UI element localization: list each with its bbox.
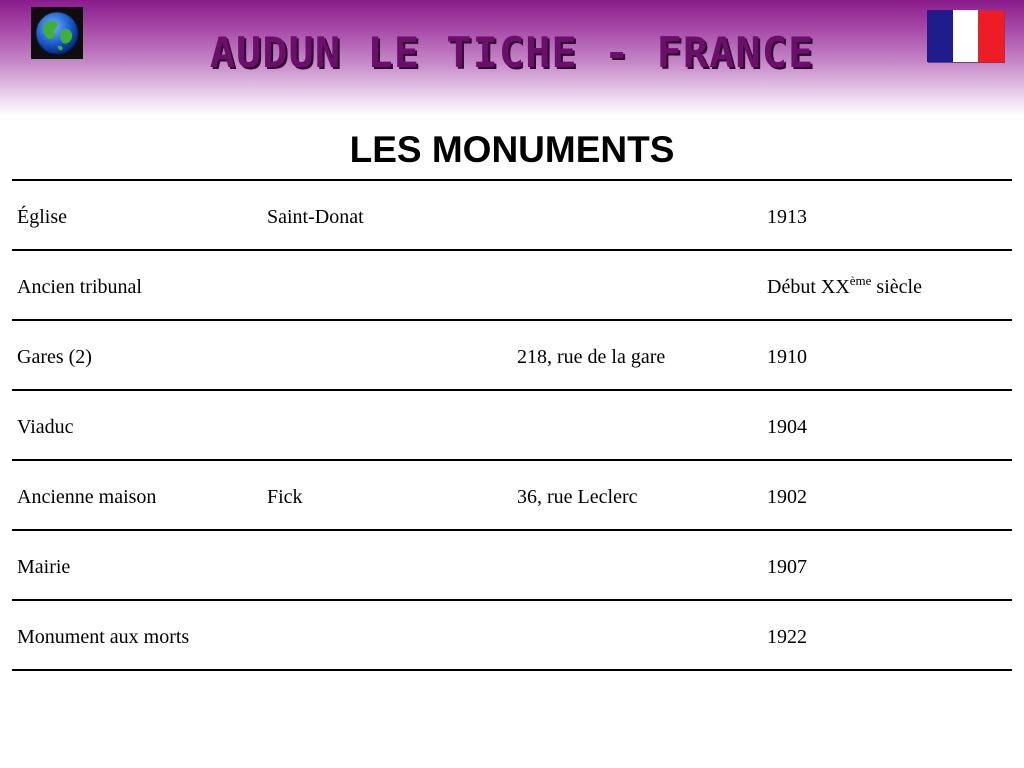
monument-name: Église (17, 206, 67, 228)
monument-name: Gares (2) (17, 346, 92, 368)
date-suffix: siècle (871, 276, 922, 298)
monument-date: 1902 (767, 486, 807, 508)
table-row (12, 601, 1012, 671)
monument-detail: Saint-Donat (267, 206, 364, 228)
french-flag-icon (927, 10, 1004, 62)
table-row (12, 461, 1012, 531)
monument-address: 36, rue Leclerc (517, 486, 638, 508)
site-title: AUDUN LE TICHE - FRANCE (209, 28, 815, 77)
monument-date: 1904 (767, 416, 807, 438)
monument-name: Monument aux morts (17, 626, 190, 648)
table-row (12, 181, 1012, 251)
date-prefix: Début XX (767, 276, 850, 298)
monument-date: 1907 (767, 556, 807, 578)
date-superscript: ème (849, 273, 872, 288)
monuments-table (12, 179, 1012, 671)
flag-stripe-red (978, 10, 1004, 62)
table-row (12, 321, 1012, 391)
monument-date: 1922 (767, 626, 807, 648)
monument-date: 1913 (767, 206, 807, 228)
table-row (12, 531, 1012, 601)
monument-date: 1910 (767, 346, 807, 368)
monument-name: Ancienne maison (17, 486, 157, 508)
table-row (12, 391, 1012, 461)
monument-address: 218, rue de la gare (517, 346, 666, 368)
table-row (12, 251, 1012, 321)
monument-name: Viaduc (17, 416, 74, 438)
monument-date (767, 275, 922, 301)
monument-name: Ancien tribunal (17, 276, 142, 298)
page-title: LES MONUMENTS (349, 129, 675, 170)
monument-name: Mairie (17, 556, 71, 578)
flag-stripe-white (953, 10, 979, 62)
flag-stripe-blue (927, 10, 953, 62)
monument-detail: Fick (267, 486, 303, 508)
